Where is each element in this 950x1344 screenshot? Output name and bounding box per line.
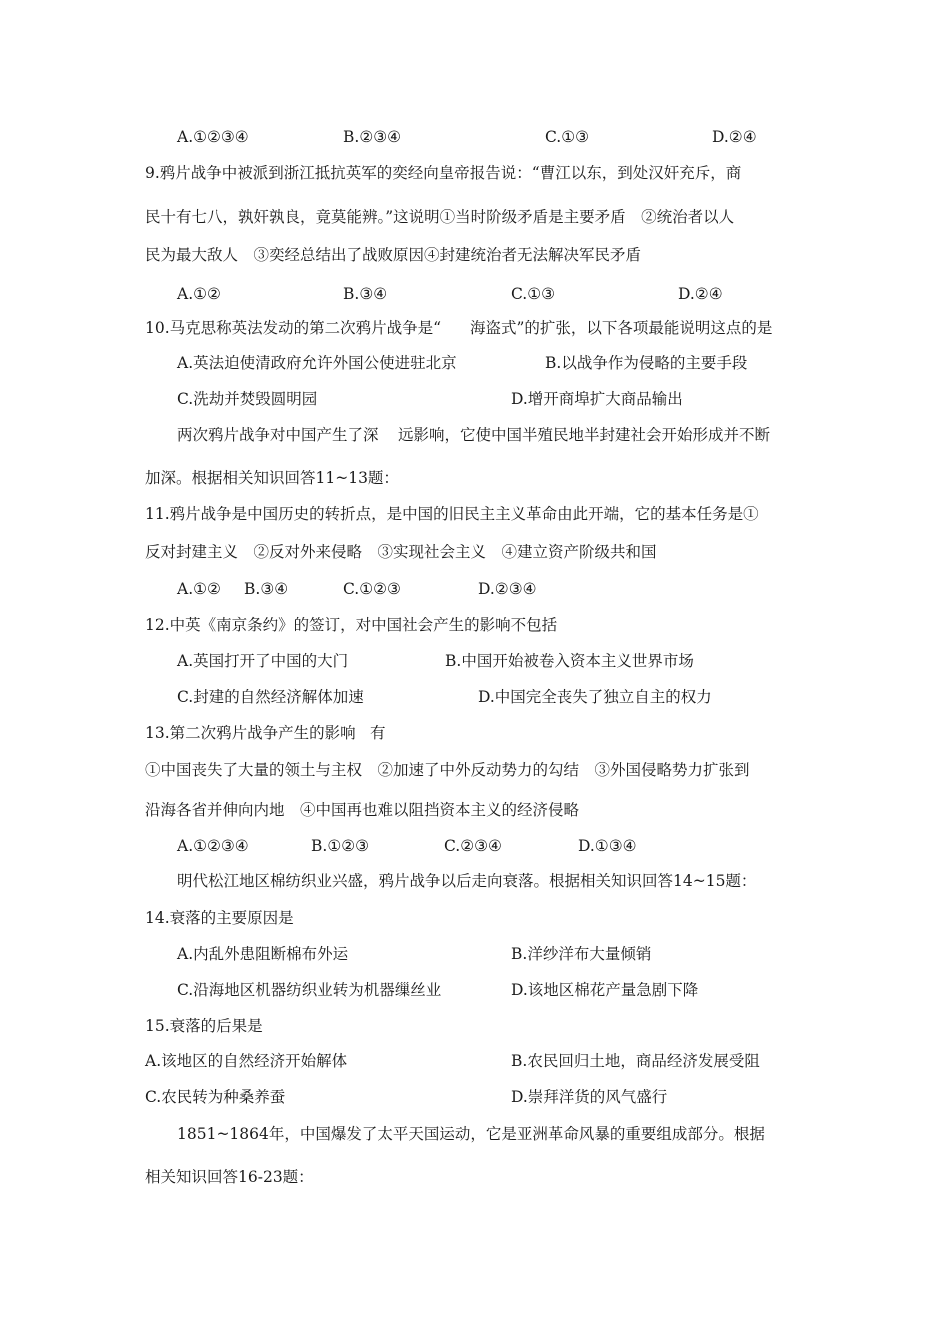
option-a: A.①②③④ (177, 128, 249, 146)
q14-option-b: B.洋纱洋布大量倾销 (511, 945, 652, 963)
q11-option-b: B.③④ (244, 580, 289, 598)
q14-option-a: A.内乱外患阻断棉布外运 (177, 945, 349, 963)
q9-option-d: D.②④ (678, 285, 723, 303)
q12-option-d: D.中国完全丧失了独立自主的权力 (478, 688, 712, 706)
q8-option-c: C.①③ (545, 128, 590, 146)
q8-option-d: D.②④ (712, 128, 757, 146)
intro-11-13-part-1: 两次鸦片战争对中国产生了深 (177, 426, 379, 444)
q15-option-d: D.崇拜洋货的风气盛行 (511, 1088, 668, 1106)
q13-option-a: A.①②③④ (177, 837, 249, 855)
intro-11-13-line-2: 加深。根据相关知识回答11~13题： (145, 469, 399, 487)
question-13-part-2: 有 (370, 724, 386, 742)
question-9-line-3: 民为最大敌人 ③奕经总结出了战败原因④封建统治者无法解决军民矛盾 (145, 246, 642, 264)
q14-option-d: D.该地区棉花产量急剧下降 (511, 981, 699, 999)
question-10-part-2: 海盗式”的扩张，以下各项最能说明这点的是 (470, 319, 773, 337)
question-9-line-2: 民十有七八，孰奸孰良，竟莫能辨。”这说明①当时阶级矛盾是主要矛盾 ②统治者以人 (145, 208, 735, 226)
q12-option-b: B.中国开始被卷入资本主义世界市场 (445, 652, 694, 670)
q10-option-b: B.以战争作为侵略的主要手段 (545, 354, 748, 372)
question-13-line-2: ①中国丧失了大量的领土与主权 ②加速了中外反动势力的勾结 ③外国侵略势力扩张到 (145, 761, 750, 779)
question-14: 14.衰落的主要原因是 (145, 909, 294, 927)
q11-option-a: A.①② (177, 580, 221, 598)
question-15: 15.衰落的后果是 (145, 1017, 263, 1035)
question-13-line-3: 沿海各省并伸向内地 ④中国再也难以阻挡资本主义的经济侵略 (145, 801, 580, 819)
question-13-part-1: 13.第二次鸦片战争产生的影响 (145, 724, 356, 742)
q11-option-c: C.①②③ (343, 580, 401, 598)
intro-14-15: 明代松江地区棉纺织业兴盛，鸦片战争以后走向衰落。根据相关知识回答14~15题： (177, 872, 757, 890)
q9-option-b: B.③④ (343, 285, 388, 303)
q15-option-c: C.农民转为种桑养蚕 (145, 1088, 286, 1106)
question-9-line-1: 9.鸦片战争中被派到浙江抵抗英军的奕经向皇帝报告说：“曹江以东，到处汉奸充斥，商 (145, 164, 742, 182)
q10-option-d: D.增开商埠扩大商品输出 (511, 390, 683, 408)
q8-option-b: B.②③④ (343, 128, 402, 146)
q8-options (177, 127, 249, 147)
q12-option-a: A.英国打开了中国的大门 (177, 652, 349, 670)
intro-11-13-part-2: 远影响，它使中国半殖民地半封建社会开始形成并不断 (398, 426, 771, 444)
q14-option-c: C.沿海地区机器纺织业转为机器缫丝业 (177, 981, 442, 999)
q9-option-c: C.①③ (511, 285, 556, 303)
q13-option-b: B.①②③ (311, 837, 370, 855)
question-11-line-1: 11.鸦片战争是中国历史的转折点，是中国的旧民主主义革命由此开端，它的基本任务是① (145, 505, 759, 523)
question-12: 12.中英《南京条约》的签订，对中国社会产生的影响不包括 (145, 616, 558, 634)
q13-option-c: C.②③④ (444, 837, 502, 855)
q10-option-c: C.洗劫并焚毁圆明园 (177, 390, 318, 408)
q9-option-a: A.①② (177, 285, 221, 303)
q13-option-d: D.①③④ (578, 837, 637, 855)
question-11-line-2: 反对封建主义 ②反对外来侵略 ③实现社会主义 ④建立资产阶级共和国 (145, 543, 657, 561)
q10-option-a: A.英法迫使清政府允许外国公使进驻北京 (177, 354, 457, 372)
q15-option-b: B.农民回归土地，商品经济发展受阻 (511, 1052, 760, 1070)
q15-option-a: A.该地区的自然经济开始解体 (145, 1052, 348, 1070)
q11-option-d: D.②③④ (478, 580, 537, 598)
intro-16-23-line-2: 相关知识回答16-23题： (145, 1168, 314, 1186)
question-10-part-1: 10.马克思称英法发动的第二次鸦片战争是“ (145, 319, 442, 337)
q12-option-c: C.封建的自然经济解体加速 (177, 688, 364, 706)
intro-16-23-line-1: 1851~1864年，中国爆发了太平天国运动，它是亚洲革命风暴的重要组成部分。根据 (177, 1125, 765, 1143)
